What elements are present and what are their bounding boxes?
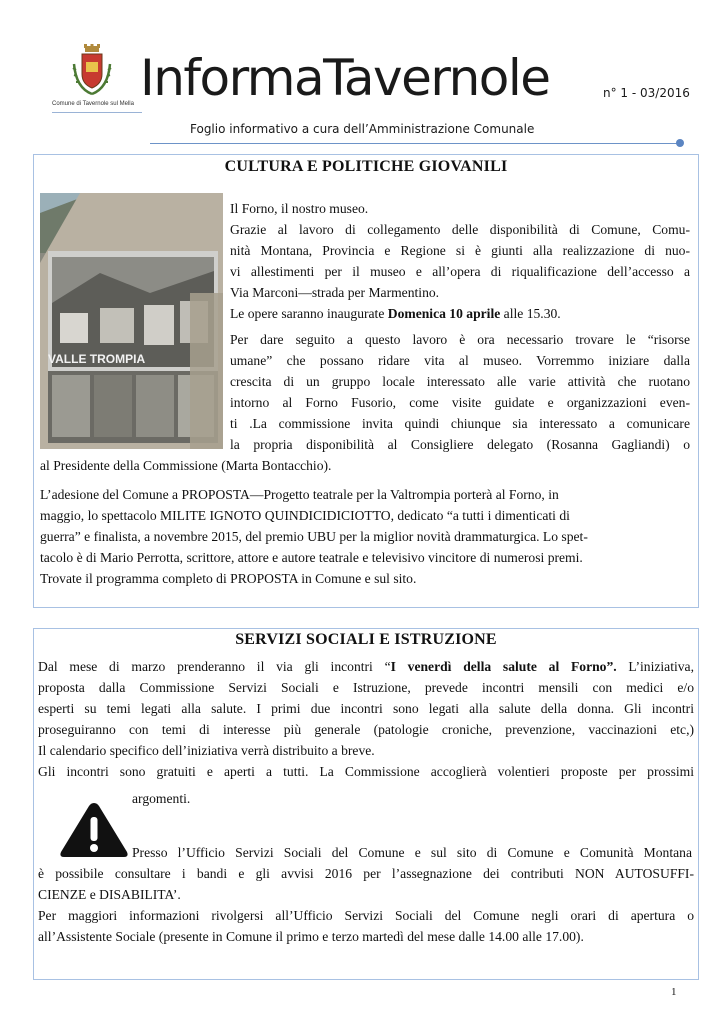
page-number: 1 [671,986,677,998]
text-line: Via Marconi—strada per Marmentino. [230,285,440,300]
paragraph-health-meetings [38,656,694,782]
paragraph-health-end [132,788,432,809]
text-line: Il calendario specifico dell’iniziativa verrà distribuito a breve. [38,743,375,758]
text-line: L’adesione del Comune a PROPOSTA—Progetto teatrale per la Valtrompia porterà al Forno, in [40,487,559,502]
text-line: argomenti. [132,791,191,806]
paragraph-museum [230,198,690,324]
text-line: CIENZE e DISABILITA’. [38,887,181,902]
text-line: nità Montana, Provincia e Regione si è giunti alla realizzazione di nuo- [230,243,690,258]
text-line: Presso l’Ufficio Servizi Sociali del Comune e sul sito di Comune e Comunità Montana [132,845,692,860]
warning-triangle-icon [58,800,130,860]
section-title: SERVIZI SOCIALI E ISTRUZIONE [235,631,497,648]
paragraph-contributions [38,863,694,947]
event-title: I venerdì della salute al Forno”. [390,659,617,674]
text-line: Gli incontri sono gratuiti e aperti a tutti. La Commissione accoglierà volentieri proposte per prossimi [38,764,694,779]
crest-caption: Comune di Tavernole sul Mella [52,101,134,107]
header-left-rule [52,112,142,113]
text-line: proposta dalla Commissione Servizi Sociali e Istruzione, prevede incontri mensili con medici e/o [38,680,694,695]
paragraph-proposta [40,484,690,589]
header-rule [150,143,678,144]
text-line: Grazie al lavoro di collegamento delle disponibilità di Comune, Comu- [230,222,690,237]
text-line: ti .La commissione invita quindi chiunque sia interessato a comunicare [230,416,690,431]
text-line-health-title [38,656,694,677]
paragraph-volunteers-end [40,455,690,476]
text-line: Trovate il programma completo di PROPOSTA in Comune e sul sito. [40,571,417,586]
inauguration-date: Domenica 10 aprile [387,306,501,321]
section-cultura [33,154,699,608]
paragraph-contributions-start [132,842,692,863]
text-line: Il Forno, il nostro museo. [230,201,369,216]
paragraph-volunteers [230,329,690,455]
text-line: Per maggiori informazioni rivolgersi all’Ufficio Servizi Sociali del Comune negli orari di apertura o [38,908,694,923]
text-line: maggio, lo spettacolo MILITE IGNOTO QUINDICIDICIOTTO, dedicato “a tutti i dimenticati di [40,508,570,523]
text-line-inauguration [230,303,690,324]
masthead-title: InformaTavernole [140,49,550,107]
issue-number: n° 1 - 03/2016 [603,86,690,100]
text-line: Per dare seguito a questo lavoro è ora necessario trovare le “risorse [230,332,690,347]
text-line: proseguiranno con temi di interesse più generale (patologie croniche, prevenzione, vaccinazioni etc,) [38,722,694,737]
text-line: al Presidente della Commissione (Marta Bontacchio). [40,458,332,473]
text-line: la propria disponibilità al Consigliere delegato (Rosanna Gagliandi) o [230,437,690,452]
text-line: esperti su temi legati alla salute. I primi due incontri sono legati alla salute della donna. Gli incontri [38,701,694,716]
text-line: tacolo è di Mario Perrotta, scrittore, attore e autore teatrale e televisivo vincitore di numerosi premi. [40,550,583,565]
text-line: crescita di un gruppo locale interessato alle varie attività che ruotano [230,374,690,389]
photo-sign-text: VALLE TROMPIA [48,352,146,366]
section-servizi [33,628,699,980]
text-run: Dal mese di marzo prenderanno il via gli incontri “ [38,659,391,674]
text-line: intorno al Forno Fusorio, come visite guidate e organizzazioni even- [230,395,690,410]
municipal-crest-icon [70,44,114,100]
text-run: Le opere saranno inaugurate [230,306,388,321]
text-line: all’Assistente Sociale (presente in Comune il primo e terzo martedì del mese dalle 14.00 alle 17.00). [38,929,584,944]
text-line: umane” che possano ridare vita al museo. Vorremmo iniziare dalla [230,353,690,368]
newsletter-subtitle: Foglio informativo a cura dell’Amministrazione Comunale [190,122,535,136]
text-line: guerra” e finalista, a novembre 2015, del premio UBU per la miglior novità drammaturgica. Lo spet- [40,529,588,544]
text-line: vi allestimenti per il museo e all’opera di riqualificazione dell’accesso a [230,264,690,279]
section-title: CULTURA E POLITICHE GIOVANILI [224,158,508,175]
text-line: è possibile consultare i bandi e gli avvisi 2016 per l’assegnazione dei contributi NON AUTOSUFFI- [38,866,694,881]
museum-photo [40,193,223,449]
text-run: alle 15.30. [500,306,561,321]
header-rule-dot [676,139,684,147]
text-run: L’iniziativa, [616,659,694,674]
